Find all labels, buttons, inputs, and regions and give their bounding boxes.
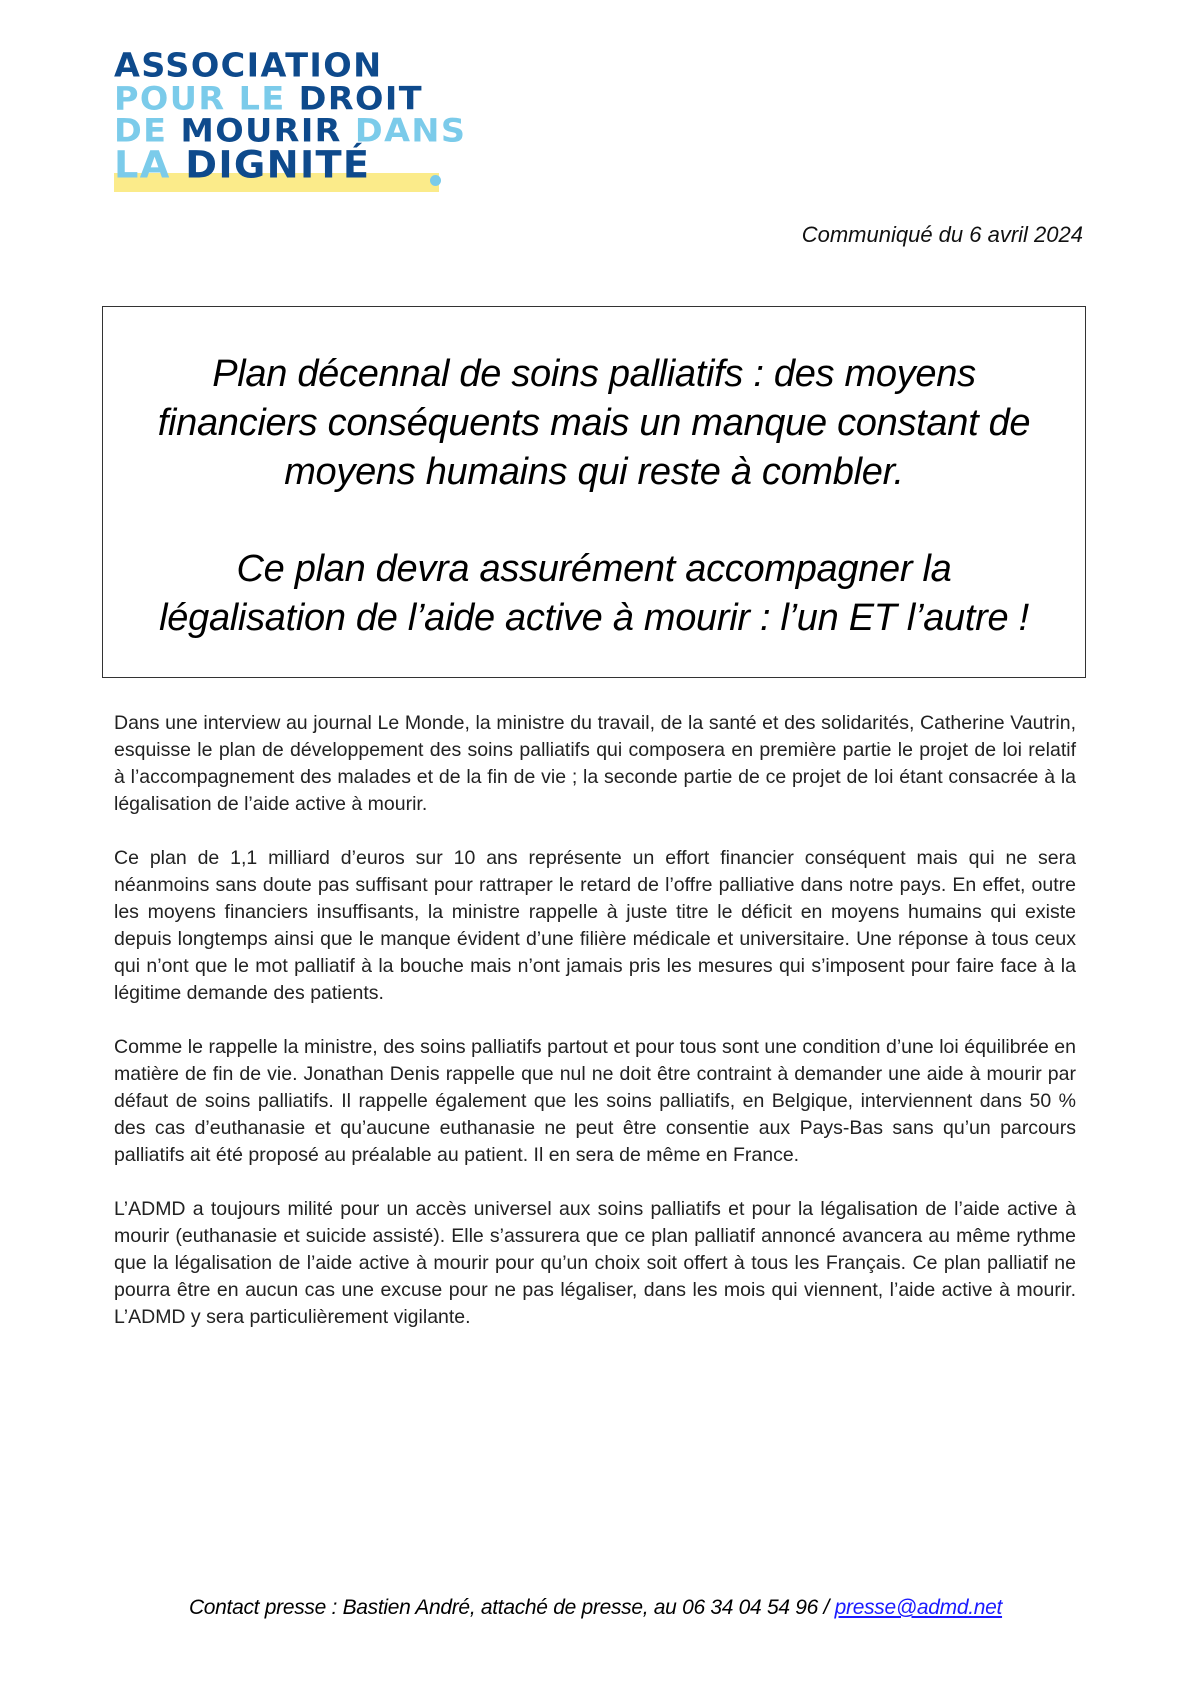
logo-word: DANS <box>354 113 467 150</box>
press-release-date: Communiqué du 6 avril 2024 <box>801 222 1083 247</box>
headline-primary <box>103 350 1085 497</box>
headline-line: financiers conséquents mais un manque constant de <box>157 402 1031 444</box>
logo-word: POUR LE <box>114 81 299 118</box>
headline-line: Plan décennal de soins palliatifs : des moyens <box>212 353 976 395</box>
logo-line-4 <box>114 143 371 187</box>
logo-dot-icon <box>430 175 441 186</box>
headline-line: légalisation de l’aide active à mourir : l’un ET l’autre ! <box>159 597 1029 639</box>
press-release-body <box>114 710 1076 1358</box>
press-email-link[interactable]: presse@admd.net <box>834 1596 1003 1619</box>
logo-line-2 <box>114 81 423 118</box>
admd-logo <box>114 47 467 195</box>
paragraph-3: Comme le rappelle la ministre, des soins palliatifs partout et pour tous sont une condition d’une loi équilibrée en matière de fin de vie. Jonathan Denis rappelle que nul ne doit être contraint à demander une aide à mourir par défaut de soins palliatifs. Il rappelle également que les soins palliatifs, en Belgique, interviennent dans 50 % des cas d’euthanasie et qu’aucune euthanasie ne peut être consentie aux Pays-Bas sans qu’un parcours palliatifs ait été proposé au préalable au patient. Il en sera de même en France. <box>114 1036 1076 1166</box>
paragraph-2: Ce plan de 1,1 milliard d’euros sur 10 ans représente un effort financier conséquent mais qui ne sera néanmoins sans doute pas suffisant pour rattraper le retard de l’offre palliative dans notre pays. En effet, outre les moyens financiers insuffisants, la ministre rappelle à juste titre le déficit en moyens humains qui existe depuis longtemps ainsi que le manque évident d’une filière médicale et universitaire. Une réponse à tous ceux qui n’ont que le mot palliatif à la bouche mais n’ont jamais pris les mesures qui s’imposent pour faire face à la légitime demande des patients. <box>114 847 1076 1004</box>
headline-box <box>102 306 1086 678</box>
logo-word: DROIT <box>298 81 423 118</box>
logo-word: MOURIR <box>180 113 355 150</box>
headline-line: moyens humains qui reste à combler. <box>284 451 904 493</box>
paragraph-1: Dans une interview au journal Le Monde, la ministre du travail, de la santé et des solidarités, Catherine Vautrin, esquisse le plan de développement des soins palliatifs qui composera en première partie le projet de loi relatif à l’accompagnement des malades et de la fin de vie ; la seconde partie de ce projet de loi étant consacrée à la légalisation de l’aide active à mourir. <box>114 712 1076 815</box>
logo-word: DIGNITÉ <box>185 143 371 187</box>
logo-line-1 <box>114 47 383 85</box>
headline-line: Ce plan devra assurément accompagner la <box>236 548 952 590</box>
logo-word: LA <box>114 143 186 187</box>
contact-text: Contact presse : Bastien André, attaché de presse, au 06 34 04 54 96 / <box>188 1596 835 1619</box>
press-contact <box>0 1596 1191 1620</box>
logo-word: DE <box>114 113 181 150</box>
logo-word: ASSOCIATION <box>114 47 383 85</box>
headline-secondary <box>103 545 1085 643</box>
paragraph-4: L’ADMD a toujours milité pour un accès universel aux soins palliatifs et pour la légalisation de l’aide active à mourir (euthanasie et suicide assisté). Elle s’assurera que ce plan palliatif annoncé avancera au même rythme que la légalisation de l’aide active à mourir pour qu’un choix soit offert à tous les Français. Ce plan palliatif ne pourra être en aucun cas une excuse pour ne pas légaliser, dans les mois qui viennent, l’aide active à mourir. L’ADMD y sera particulièrement vigilante. <box>114 1198 1076 1328</box>
